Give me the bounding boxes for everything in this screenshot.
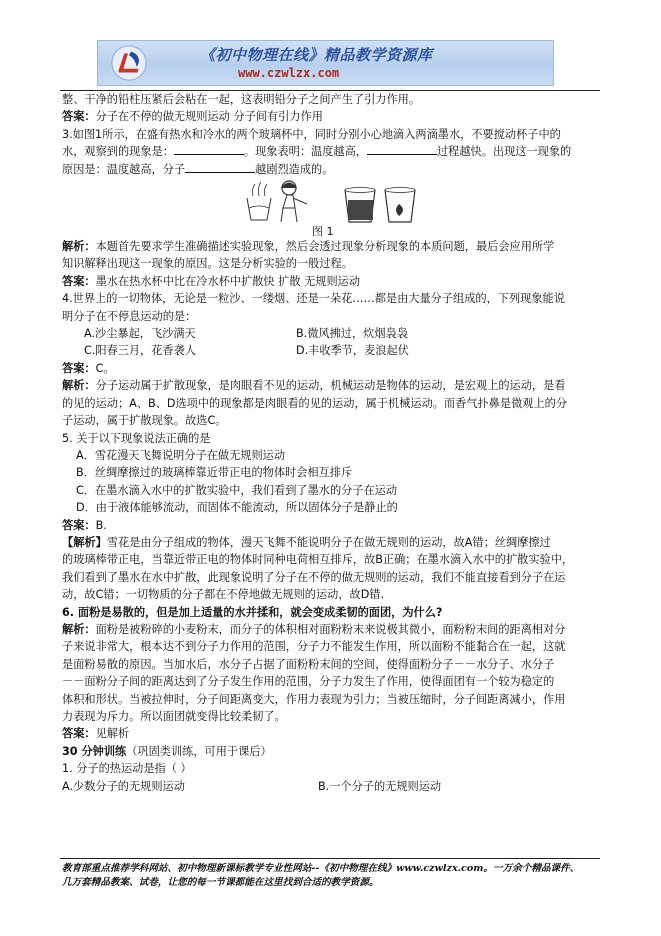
text-line: 答案：B.: [62, 518, 107, 532]
answer-label: 答案：: [62, 110, 96, 124]
analysis-label: 解析：: [62, 240, 96, 254]
experiment-illustration-icon: [237, 178, 427, 224]
document-body: [62, 91, 602, 795]
option-c: C．在墨水滴入水中的扩散实验中，我们看到了墨水的分子在运动: [76, 483, 398, 497]
banner-title: 《初中物理在线》精品教学资源库: [200, 46, 433, 64]
footer-rule: [60, 858, 600, 859]
footer-line: 几万套精品教案、试卷，让您的每一节课都能在这里找到合适的教学资源。: [62, 877, 379, 888]
text-line: 力表现为斥力。所以面团就变得比较柔韧了。: [62, 710, 286, 723]
footer-line: 教育部重点推荐学科网站、初中物理新课标教学专业性网站--《初中物理在线》www.czwlzx.com。一万余个精品课件、: [62, 863, 580, 874]
text-line: 整、干净的铅柱压紧后会粘在一起，这表明铅分子之间产生了引力作用。: [62, 93, 421, 106]
section-heading: 30 分钟训练（巩固类训练，可用于课后）: [62, 744, 272, 758]
options-row: [62, 325, 602, 342]
options-row: [62, 342, 602, 359]
text-line: 水，观察到的现象是： 。现象表明：温度越高， 过程越快。出现这一现象的: [62, 145, 572, 159]
text-line: 解析：本题首先要求学生准确描述实验现象，然后会透过现象分析现象的本质问题，最后会应用所学: [62, 240, 555, 254]
text-line: 我们看到了墨水在水中扩散，此现象说明了分子在不停的做无规则的运动，我们不能直接看到分子在运: [62, 570, 566, 584]
text-line: 体积和形状。当被拉伸时，分子间距离变大，作用力表现为引力；当被压缩时，分子间距离减小，作用: [62, 692, 566, 706]
header-banner: [97, 40, 554, 86]
fill-blank: [185, 161, 255, 173]
question-3: 3.如图1所示，在盛有热水和冷水的两个玻璃杯中，同时分别小心地滴入两滴墨水，不要搅动杯子中的: [62, 127, 561, 141]
page-footer: [62, 862, 602, 890]
text-line: 答案：见解析: [62, 727, 130, 741]
question-1: 1. 分子的热运动是指（ ）: [62, 762, 192, 776]
options-row: [62, 778, 602, 795]
figure-caption: 图 1: [312, 225, 334, 239]
question-6: 6. 面粉是易散的，但是加上适量的水并揉和，就会变成柔韧的面团，为什么?: [62, 605, 443, 619]
option-d: D.丰收季节，麦浪起伏: [296, 344, 409, 358]
text-line: 的玻璃棒带正电，当靠近带正电的物体时同种电荷相互排斥，故B正确；在墨水滴入水中的扩散实验中，: [62, 553, 574, 567]
option-a: A.少数分子的无规则运动: [62, 779, 185, 793]
text-line: 子运动，属于扩散现象。故选C。: [62, 414, 227, 428]
option-b: B．丝绸摩擦过的玻璃棒靠近带正电的物体时会相互排斥: [76, 466, 353, 480]
text-line: 【解析】雪花是由分子组成的物体，漫天飞舞不能说明分子在做无规则的运动，故A错；丝绸摩擦过: [62, 535, 551, 549]
text-line: 是面粉易散的原因。当加水后，水分子占据了面粉粉末间的空间，使得面粉分子－－水分子、水分子: [62, 657, 555, 671]
answer-label: 答案：: [62, 727, 96, 741]
text-line: [62, 108, 602, 125]
site-logo-icon: [110, 44, 148, 82]
analysis-label: 【解析】: [62, 535, 107, 549]
text-line: 子来说非常大，根本达不到分子力作用的范围，分子力不能发生作用，所以面粉不能黏合在一起，这就: [62, 640, 566, 654]
fill-blank: [174, 143, 244, 155]
text-line: 答案：C。: [62, 361, 115, 375]
text-line: －－面粉分子间的距离达到了分子发生作用的范围，分子力发生了作用，使得面团有一个较为稳定的: [62, 675, 555, 689]
answer-label: 答案：: [62, 518, 96, 532]
text-line: 明分子在不停息运动的是：: [62, 309, 197, 323]
answer-label: 答案：: [62, 274, 96, 288]
option-b: B.微风拂过，炊烟袅袅: [296, 327, 408, 341]
fill-blank: [367, 143, 437, 155]
text-line: 的见的运动；A、B、D选项中的现象都是肉眼看的见的运动，属于机械运动。而香气扑鼻是微观上的分: [62, 396, 568, 410]
option-a: A．雪花漫天飞舞说明分子在做无规则运动: [76, 448, 286, 462]
answer-label: 答案：: [62, 361, 96, 375]
text-line: 原因是：温度越高，分子 越剧烈造成的。: [62, 162, 334, 176]
option-a: A.沙尘暴起，飞沙满天: [84, 327, 196, 341]
text-line: 答案：墨水在热水杯中比在冷水杯中扩散快 扩散 无规则运动: [62, 274, 361, 288]
question-4: 4.世界上的一切物体，无论是一粒沙、一缕烟、还是一朵花……都是由大量分子组成的，下列现象能说: [62, 292, 565, 306]
banner-url[interactable]: www.czwlzx.com: [238, 66, 340, 80]
analysis-label: 解析：: [62, 622, 96, 636]
option-c: C.阳春三月，花香袭人: [84, 344, 197, 358]
text-line: 知识解释出现这一现象的原因。这是分析实验的一般过程。: [62, 257, 353, 271]
answer-text: 分子在不停的做无规则运动 分子间有引力作用: [95, 110, 323, 124]
analysis-label: 解析：: [62, 379, 96, 393]
text-line: 解析：分子运动属于扩散现象，是肉眼看不见的运动，机械运动是物体的运动，是宏观上的运动，是看: [62, 379, 566, 393]
figure-1: [62, 178, 602, 238]
option-b: B.一个分子的无规则运动: [318, 779, 442, 793]
text-line: 解析：面粉是被粉碎的小麦粉末，而分子的体积相对面粉粉末来说极其微小，面粉粉末间的距离相对分: [62, 622, 566, 636]
text-line: 动，故C错；一切物质的分子都在不停地做无规则的运动，故D错.: [62, 588, 385, 602]
question-5: 5. 关于以下现象说法正确的是: [62, 431, 211, 445]
option-d: D．由于液体能够流动，而固体不能流动，所以固体分子是静止的: [76, 501, 398, 515]
